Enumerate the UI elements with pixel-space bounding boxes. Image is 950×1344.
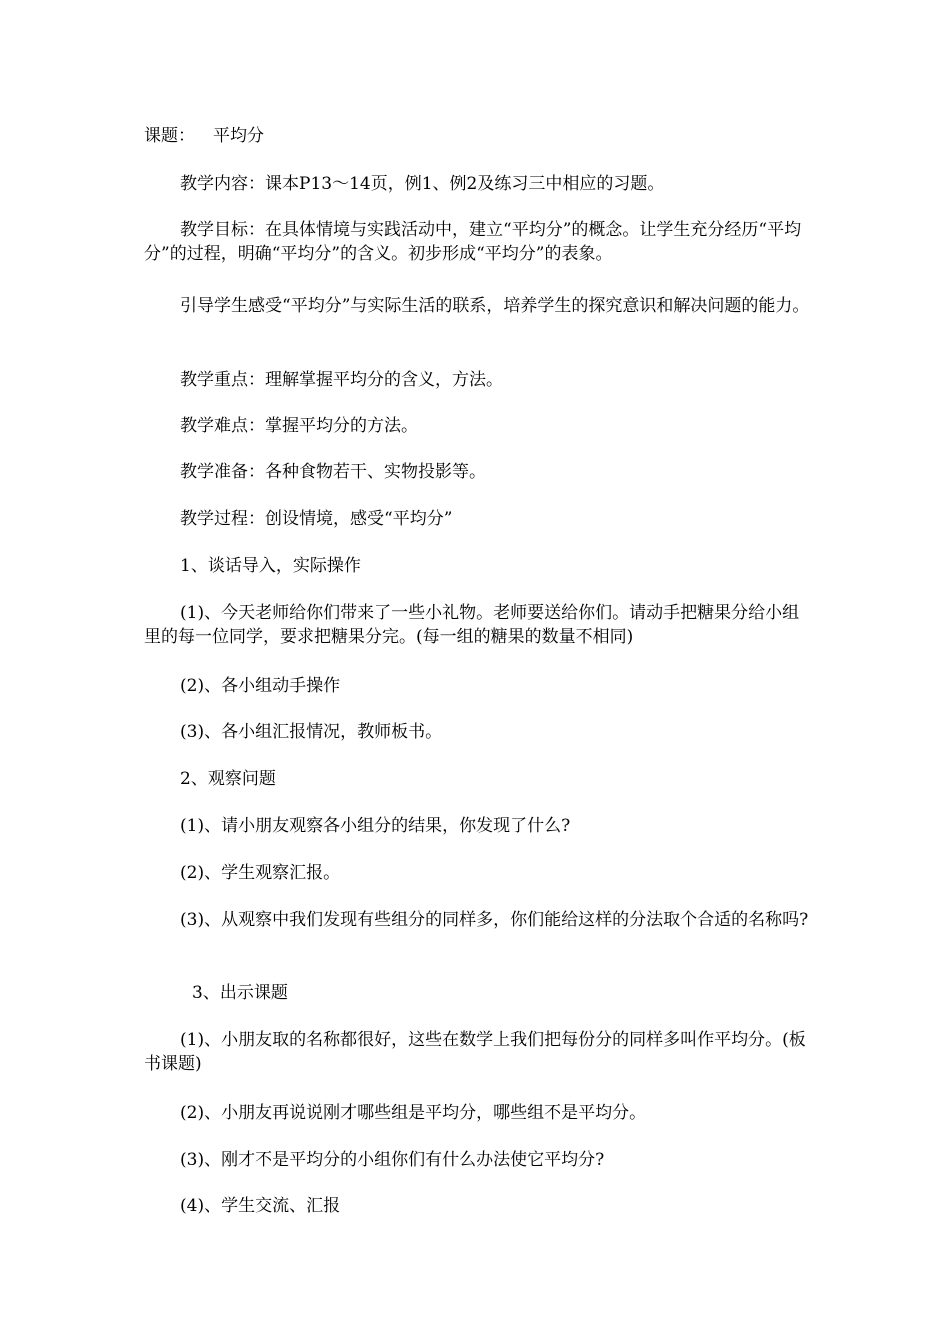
lesson-title-label: 课题：	[144, 126, 195, 146]
guidance-paragraph: 引导学生感受“平均分”与实际生活的联系，培养学生的探究意识和解决问题的能力。	[180, 296, 810, 316]
step-3-3: (3)、刚才不是平均分的小组你们有什么办法使它平均分?	[180, 1150, 605, 1170]
step-2-1: (1)、请小朋友观察各小组分的结果，你发现了什么?	[180, 816, 571, 836]
step-2-3: (3)、从观察中我们发现有些组分的同样多，你们能给这样的分法取个合适的名称吗?	[180, 910, 809, 930]
step-3-1: (1)、小朋友取的名称都很好，这些在数学上我们把每份分的同样多叫作平均分。(板书课题)	[144, 1030, 806, 1074]
lesson-title	[144, 124, 816, 148]
step-1-1: (1)、今天老师给你们带来了一些小礼物。老师要送给你们。请动手把糖果分给小组里的每一位同学，要求把糖果分完。(每一组的糖果的数量不相同)	[144, 603, 800, 647]
teaching-difficulties: 教学难点：掌握平均分的方法。	[180, 416, 418, 436]
step-1-2: (2)、各小组动手操作	[180, 676, 341, 696]
teaching-content: 教学内容：课本P13～14页，例1、例2及练习三中相应的习题。	[180, 174, 665, 194]
lesson-title-value: 平均分	[213, 126, 264, 146]
teaching-key-points: 教学重点：理解掌握平均分的含义，方法。	[180, 370, 503, 390]
teaching-preparation: 教学准备：各种食物若干、实物投影等。	[180, 462, 486, 482]
section-heading-3: 3、出示课题	[192, 983, 288, 1003]
step-2-2: (2)、学生观察汇报。	[180, 863, 341, 883]
section-heading-1: 1、谈话导入，实际操作	[180, 556, 361, 576]
step-3-4: (4)、学生交流、汇报	[180, 1196, 341, 1216]
teaching-process: 教学过程：创设情境，感受“平均分”	[180, 509, 453, 529]
step-1-3: (3)、各小组汇报情况，教师板书。	[180, 722, 443, 742]
section-heading-2: 2、观察问题	[180, 769, 276, 789]
teaching-objectives: 教学目标：在具体情境与实践活动中，建立“平均分”的概念。让学生充分经历“平均分”的过程，明确“平均分”的含义。初步形成“平均分”的表象。	[144, 220, 802, 264]
step-3-2: (2)、小朋友再说说刚才哪些组是平均分，哪些组不是平均分。	[180, 1103, 647, 1123]
